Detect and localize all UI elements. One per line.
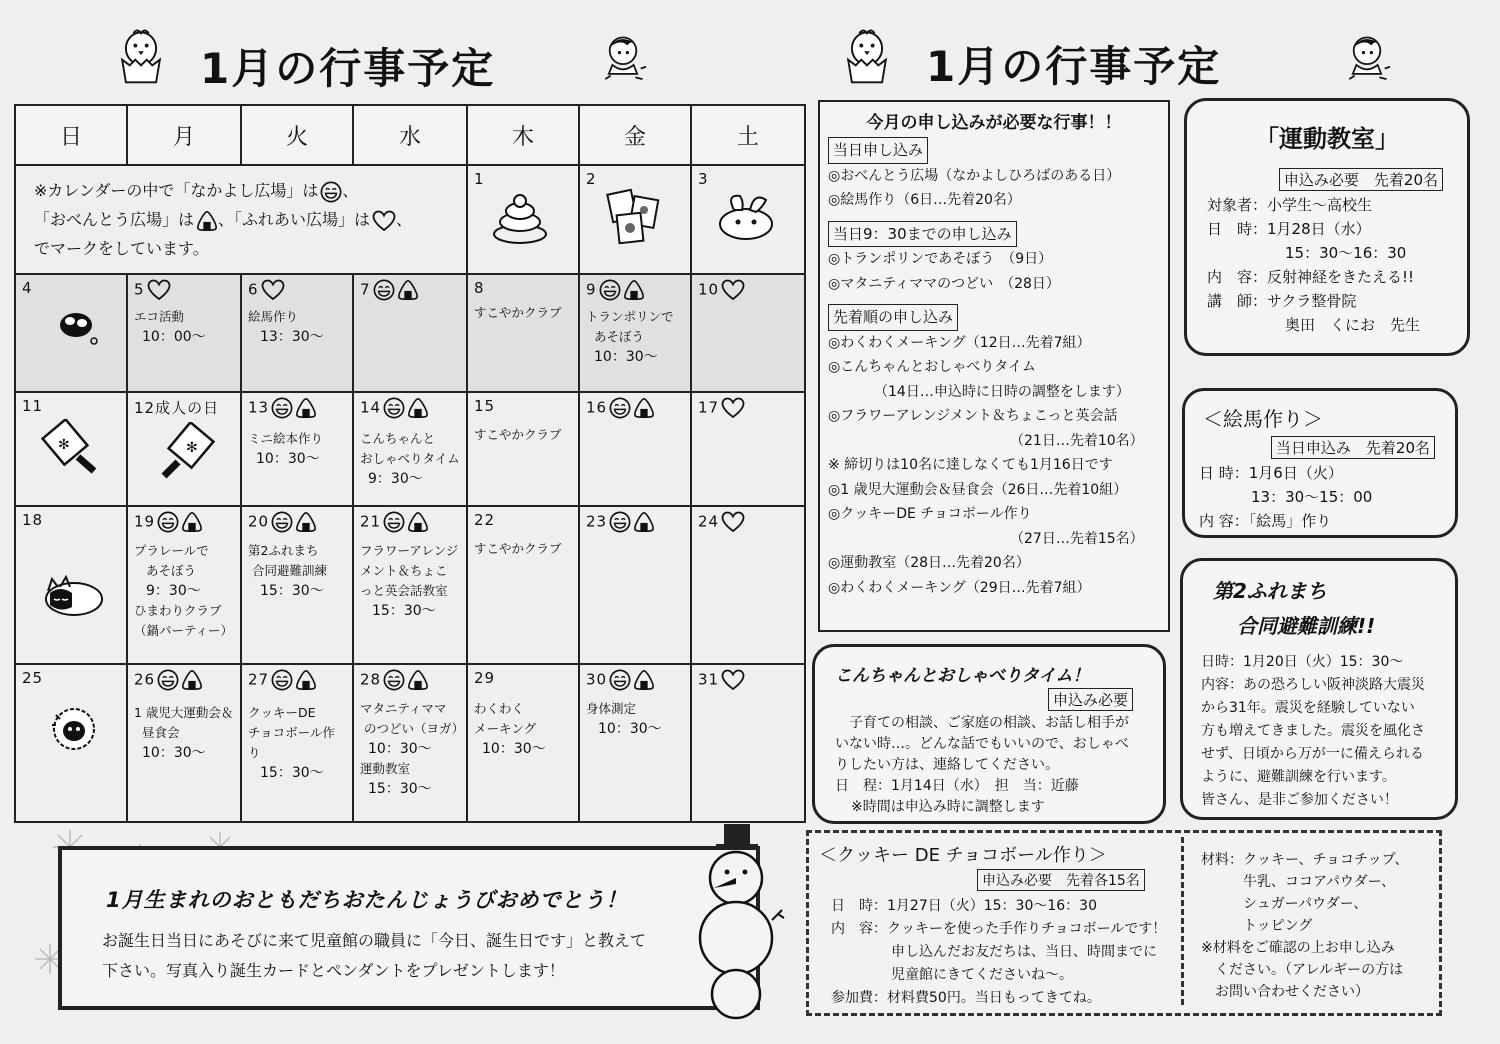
day-cell: 16 bbox=[579, 392, 691, 506]
onigiri-icon bbox=[633, 669, 655, 691]
tag-label: 申込み必要 先着各15名 bbox=[977, 869, 1145, 891]
top-icon bbox=[54, 301, 100, 347]
tag-label: 当日申込み 先着20名 bbox=[1271, 436, 1435, 459]
day-cell: 22 すこやかクラブ bbox=[467, 506, 579, 664]
day-cell: 5 エコ活動 10：00～ bbox=[127, 274, 241, 392]
heart-icon bbox=[261, 279, 285, 301]
legend-notice: ※カレンダーの中で「なかよし広場」は 、 「おべんとう広場」は 、「ふれあい広場」は 、 でマークをしています。 bbox=[15, 165, 467, 274]
smile-icon bbox=[609, 511, 631, 533]
weekday-mon: 月 bbox=[127, 105, 241, 165]
hagoita-icon bbox=[150, 422, 220, 480]
day-cell: 29 わくわく メーキング 10：30～ bbox=[467, 664, 579, 822]
svg-text:✻: ✻ bbox=[58, 437, 70, 453]
smile-icon bbox=[383, 669, 405, 691]
onigiri-icon bbox=[633, 511, 655, 533]
onigiri-icon bbox=[407, 397, 429, 419]
weekday-fri: 金 bbox=[579, 105, 691, 165]
day-cell: 6 絵馬作り 13：30～ bbox=[241, 274, 353, 392]
onigiri-icon bbox=[295, 511, 317, 533]
snowman-icon bbox=[686, 820, 786, 1020]
weekday-sat: 土 bbox=[691, 105, 805, 165]
birthday-text: お誕生日当日にあそびに来て児童館の職員に「今日、誕生日です」と教えて 下さい。写真入り誕生カードとペンダントをプレゼントします！ bbox=[102, 931, 647, 980]
day-cell: 19 プラレールで あそぼう 9：30～ ひまわりクラブ （鍋パーティー） bbox=[127, 506, 241, 664]
smile-icon bbox=[157, 669, 179, 691]
smile-icon bbox=[609, 669, 631, 691]
kid-mascot-icon bbox=[1336, 26, 1398, 88]
day-cell: 21 フラワーアレンジ メント＆ちょこ っと英会話教室 15：30～ bbox=[353, 506, 467, 664]
svg-text:✻: ✻ bbox=[186, 440, 198, 456]
day-cell: 31 bbox=[691, 664, 805, 822]
day-cell: 8 すこやかクラブ bbox=[467, 274, 579, 392]
onigiri-icon bbox=[181, 511, 203, 533]
calendar bbox=[14, 104, 806, 823]
onigiri-icon bbox=[295, 397, 317, 419]
weekday-tue: 火 bbox=[241, 105, 353, 165]
day-cell: 10 bbox=[691, 274, 805, 392]
day-cell: 24 bbox=[691, 506, 805, 664]
day-cell: 25 bbox=[15, 664, 127, 822]
section-label: 先着順の申し込み bbox=[828, 304, 958, 331]
onigiri-icon bbox=[623, 279, 645, 301]
heart-icon bbox=[721, 397, 745, 419]
kagami-mochi-icon bbox=[490, 190, 550, 246]
onigiri-icon bbox=[295, 669, 317, 691]
day-cell: 9 トランポリンで あそぼう 10：30～ bbox=[579, 274, 691, 392]
onigiri-icon bbox=[407, 511, 429, 533]
tag-label: 申込み必要 先着20名 bbox=[1279, 168, 1443, 191]
application-list: 今月の申し込みが必要な行事！！ 当日申し込み ◎おべんとう広場（なかよしひろばのある日） ◎絵馬作り（6日…先着20名） 当日9：30までの申し込み ◎トランポリンであそぼう （9日） ◎マタニティママのつどい （28日） 先着順の申し込み ◎わくわくメーキング（12日…先着7組） ◎こんちゃんとおしゃべりタイム （14日…申込時に日時の調整をします） ◎フラワーアレンジメント＆ちょこっと英会話 （21日…先着10名） ※ 締切りは10名に達しなくても1月16日です ◎1 歳児大運動会＆昼食会（26日…先着10組） ◎クッキーDE チョコボール作り （27日…先着15名） ◎運動教室（28日…先着20名） ◎わくわくメーキング（29日…先着7組） bbox=[818, 100, 1170, 632]
karuta-cards-icon bbox=[604, 184, 668, 246]
evacuation-drill-box: 第2ふれまち 合同避難訓練!! 日時：1月20日（火）15：30～ 内容：あの恐ろしい阪神淡路大震災 から31年。震災を経験していない 方も増えてきました。震災を風化さ せず、日頃から万が一に備えられる ように、避難訓練を行います。 皆さん、是非ご参加ください！ bbox=[1180, 558, 1458, 820]
smile-icon bbox=[373, 279, 395, 301]
day-cell: 28 マタニティママ のつどい（ヨガ） 10：30～ 運動教室 15：30～ bbox=[353, 664, 467, 822]
onigiri-icon bbox=[181, 669, 203, 691]
left-title: 1月の行事予定 bbox=[200, 44, 496, 93]
weekday-thu: 木 bbox=[467, 105, 579, 165]
hagoita-icon bbox=[40, 419, 110, 477]
tag-label: 申込み必要 bbox=[1048, 688, 1133, 711]
chick-mascot-icon bbox=[112, 22, 170, 88]
heart-icon bbox=[721, 511, 745, 533]
day-cell: 14 こんちゃんと おしゃべりタイム 9：30～ bbox=[353, 392, 467, 506]
smile-icon bbox=[609, 397, 631, 419]
weekday-sun: 日 bbox=[15, 105, 127, 165]
sports-class-box: 「運動教室」 申込み必要 先着20名 対象者：小学生～高校生 日 時：1月28日（水） 15：30～16：30 内 容：反射神経をきたえる!! 講 師：サクラ整骨院 奥田 くにお 先生 bbox=[1184, 98, 1470, 356]
day-cell: 13 ミニ絵本作り 10：30～ bbox=[241, 392, 353, 506]
smile-icon bbox=[157, 511, 179, 533]
smile-icon bbox=[271, 669, 293, 691]
day-cell: 27 クッキーDE チョコボール作り 15：30～ bbox=[241, 664, 353, 822]
day-cell: 4 bbox=[15, 274, 127, 392]
onigiri-icon bbox=[196, 210, 218, 232]
day-cell: 15 すこやかクラブ bbox=[467, 392, 579, 506]
onigiri-icon bbox=[397, 279, 419, 301]
birthday-banner bbox=[58, 846, 760, 1010]
smile-icon bbox=[383, 511, 405, 533]
heart-icon bbox=[721, 669, 745, 691]
day-cell: 2 bbox=[579, 165, 691, 274]
day-cell: 3 bbox=[691, 165, 805, 274]
onigiri-icon bbox=[633, 397, 655, 419]
onigiri-icon bbox=[407, 669, 429, 691]
day-cell: 17 bbox=[691, 392, 805, 506]
right-title: 1月の行事予定 bbox=[926, 42, 1222, 91]
day-cell: 12成人の日 ✻ bbox=[127, 392, 241, 506]
heart-icon bbox=[147, 279, 171, 301]
section-label: 当日申し込み bbox=[828, 137, 928, 164]
weekday-wed: 水 bbox=[353, 105, 467, 165]
day-cell: 26 1 歳児大運動会＆ 昼食会 10：30～ bbox=[127, 664, 241, 822]
cookie-event-box: ＜クッキー DE チョコボール作り＞ 申込み必要 先着各15名 日 時：1月27日（火）15：30～16：30 内 容：クッキーを使った手作りチョコボールです！ 申し込んだお友だちは、当日、時間までに 児童館にきてくださいね～。 参加費：材料費50円。当日もってきてね。 材料：クッキー、チョコチップ、 牛乳、ココアパウダー、 シュガーパウダー、 トッピング ※材料をご確認の上お申し込み ください。（アレルギーの方は お問い合わせください） bbox=[806, 830, 1442, 1016]
day-cell: 30 身体測定 10：30～ bbox=[579, 664, 691, 822]
sleeping-cat-icon bbox=[40, 569, 106, 619]
chick-mascot-icon bbox=[838, 22, 896, 88]
day-cell: 18 bbox=[15, 506, 127, 664]
smile-icon bbox=[271, 397, 293, 419]
snow-rabbit-icon bbox=[716, 190, 776, 242]
divider bbox=[1181, 837, 1184, 1005]
smile-icon bbox=[383, 397, 405, 419]
kid-mascot-icon bbox=[592, 26, 654, 88]
ema-box: ＜絵馬作り＞ 当日申込み 先着20名 日 時：1月6日（火） 13：30～15：00 内 容：「絵馬」作り bbox=[1182, 388, 1458, 538]
day-cell: 11 ✻ bbox=[15, 392, 127, 506]
smile-icon bbox=[599, 279, 621, 301]
sheep-icon bbox=[42, 701, 104, 757]
day-cell: 7 bbox=[353, 274, 467, 392]
section-label: 当日9：30までの申し込み bbox=[828, 221, 1017, 248]
heart-icon bbox=[721, 279, 745, 301]
smile-icon bbox=[320, 181, 342, 203]
day-cell: 23 bbox=[579, 506, 691, 664]
day-cell: 20 第2ふれまち 合同避難訓練 15：30～ bbox=[241, 506, 353, 664]
heart-icon bbox=[372, 210, 396, 232]
day-cell: 1 bbox=[467, 165, 579, 274]
birthday-heading: 1月生まれのおともだちおたんじょうびおめでとう！ bbox=[106, 888, 628, 912]
smile-icon bbox=[271, 511, 293, 533]
chat-time-box: こんちゃんとおしゃべりタイム！ 申込み必要 子育ての相談、ご家庭の相談、お話し相手が いない時…。どんな話でもいいので、おしゃべ りしたい方は、連絡してください。 日 程：1月14日（水） 担 当：近藤 ※時間は申込み時に調整します bbox=[812, 644, 1166, 824]
